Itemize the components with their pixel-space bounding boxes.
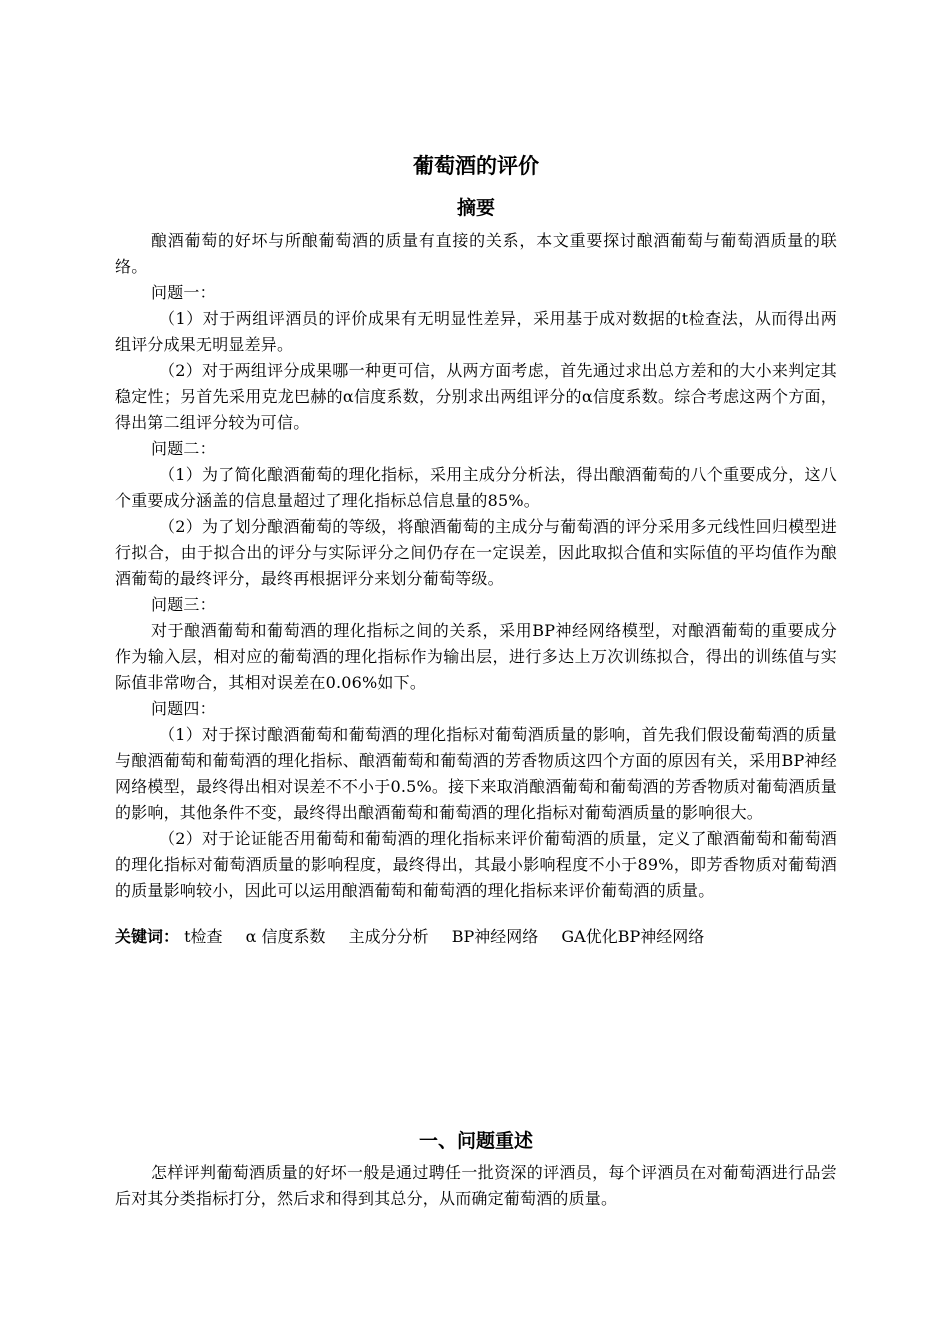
abstract-body bbox=[115, 228, 837, 904]
question2-paragraph-1: （1）为了简化酿酒葡萄的理化指标，采用主成分分析法，得出酿酒葡萄的八个重要成分，这八个重要成分涵盖的信息量超过了理化指标总信息量的85%。 bbox=[115, 465, 837, 510]
question4-paragraph-1: （1）对于探讨酿酒葡萄和葡萄酒的理化指标对葡萄酒质量的影响，首先我们假设葡萄酒的质量与酿酒葡萄和葡萄酒的理化指标、酿酒葡萄和葡萄酒的芳香物质这四个方面的原因有关，采用BP神经网络模型，最终得出相对误差不不小于0.5%。接下来取消酿酒葡萄和葡萄酒的芳香物质对葡萄酒质量的影响，其他条件不变，最终得出酿酒葡萄和葡萄酒的理化指标对葡萄酒质量的影响很大。 bbox=[115, 725, 837, 822]
keyword-item: BP神经网络 bbox=[451, 927, 539, 946]
keyword-item: α 信度系数 bbox=[245, 927, 326, 946]
section-body bbox=[115, 1160, 837, 1212]
question4-label: 问题四： bbox=[151, 699, 216, 718]
keyword-item: 主成分分析 bbox=[348, 927, 429, 946]
abstract-intro: 酿酒葡萄的好坏与所酿葡萄酒的质量有直接的关系，本文重要探讨酿酒葡萄与葡萄酒质量的联络。 bbox=[115, 231, 837, 276]
question3-paragraph-1: 对于酿酒葡萄和葡萄酒的理化指标之间的关系，采用BP神经网络模型，对酿酒葡萄的重要成分作为输入层，相对应的葡萄酒的理化指标作为输出层，进行多达上万次训练拟合，得出的训练值与实际值非常吻合，其相对误差在0.06%如下。 bbox=[115, 621, 837, 692]
keyword-item: GA优化BP神经网络 bbox=[561, 927, 705, 946]
question1-paragraph-1: （1）对于两组评酒员的评价成果有无明显性差异，采用基于成对数据的t检查法，从而得出两组评分成果无明显差异。 bbox=[115, 309, 837, 354]
question1-paragraph-2: （2）对于两组评分成果哪一种更可信，从两方面考虑，首先通过求出总方差和的大小来判定其稳定性；另首先采用克龙巴赫的α信度系数，分别求出两组评分的α信度系数。综合考虑这两个方面，得出第二组评分较为可信。 bbox=[115, 361, 837, 432]
document-title: 葡萄酒的评价 bbox=[413, 154, 539, 178]
question2-label: 问题二： bbox=[151, 439, 216, 458]
keyword-item: t检查 bbox=[184, 927, 223, 946]
question1-label: 问题一： bbox=[151, 283, 216, 302]
keywords-label: 关键词： bbox=[115, 927, 180, 946]
abstract-heading: 摘要 bbox=[456, 197, 495, 219]
question3-label: 问题三： bbox=[151, 595, 216, 614]
question4-paragraph-2: （2）对于论证能否用葡萄和葡萄酒的理化指标来评价葡萄酒的质量，定义了酿酒葡萄和葡萄酒的理化指标对葡萄酒质量的影响程度，最终得出，其最小影响程度不小于89%，即芳香物质对葡萄酒的质量影响较小，因此可以运用酿酒葡萄和葡萄酒的理化指标来评价葡萄酒的质量。 bbox=[115, 829, 837, 900]
section-heading-problem-restatement: 一、问题重述 bbox=[418, 1130, 533, 1152]
keywords-line bbox=[115, 924, 837, 950]
section1-paragraph-1: 怎样评判葡萄酒质量的好坏一般是通过聘任一批资深的评酒员，每个评酒员在对葡萄酒进行品尝后对其分类指标打分，然后求和得到其总分，从而确定葡萄酒的质量。 bbox=[115, 1163, 837, 1208]
question2-paragraph-2: （2）为了划分酿酒葡萄的等级，将酿酒葡萄的主成分与葡萄酒的评分采用多元线性回归模型进行拟合，由于拟合出的评分与实际评分之间仍存在一定误差，因此取拟合值和实际值的平均值作为酿酒葡萄的最终评分，最终再根据评分来划分葡萄等级。 bbox=[115, 517, 837, 588]
document-page bbox=[115, 0, 837, 1208]
